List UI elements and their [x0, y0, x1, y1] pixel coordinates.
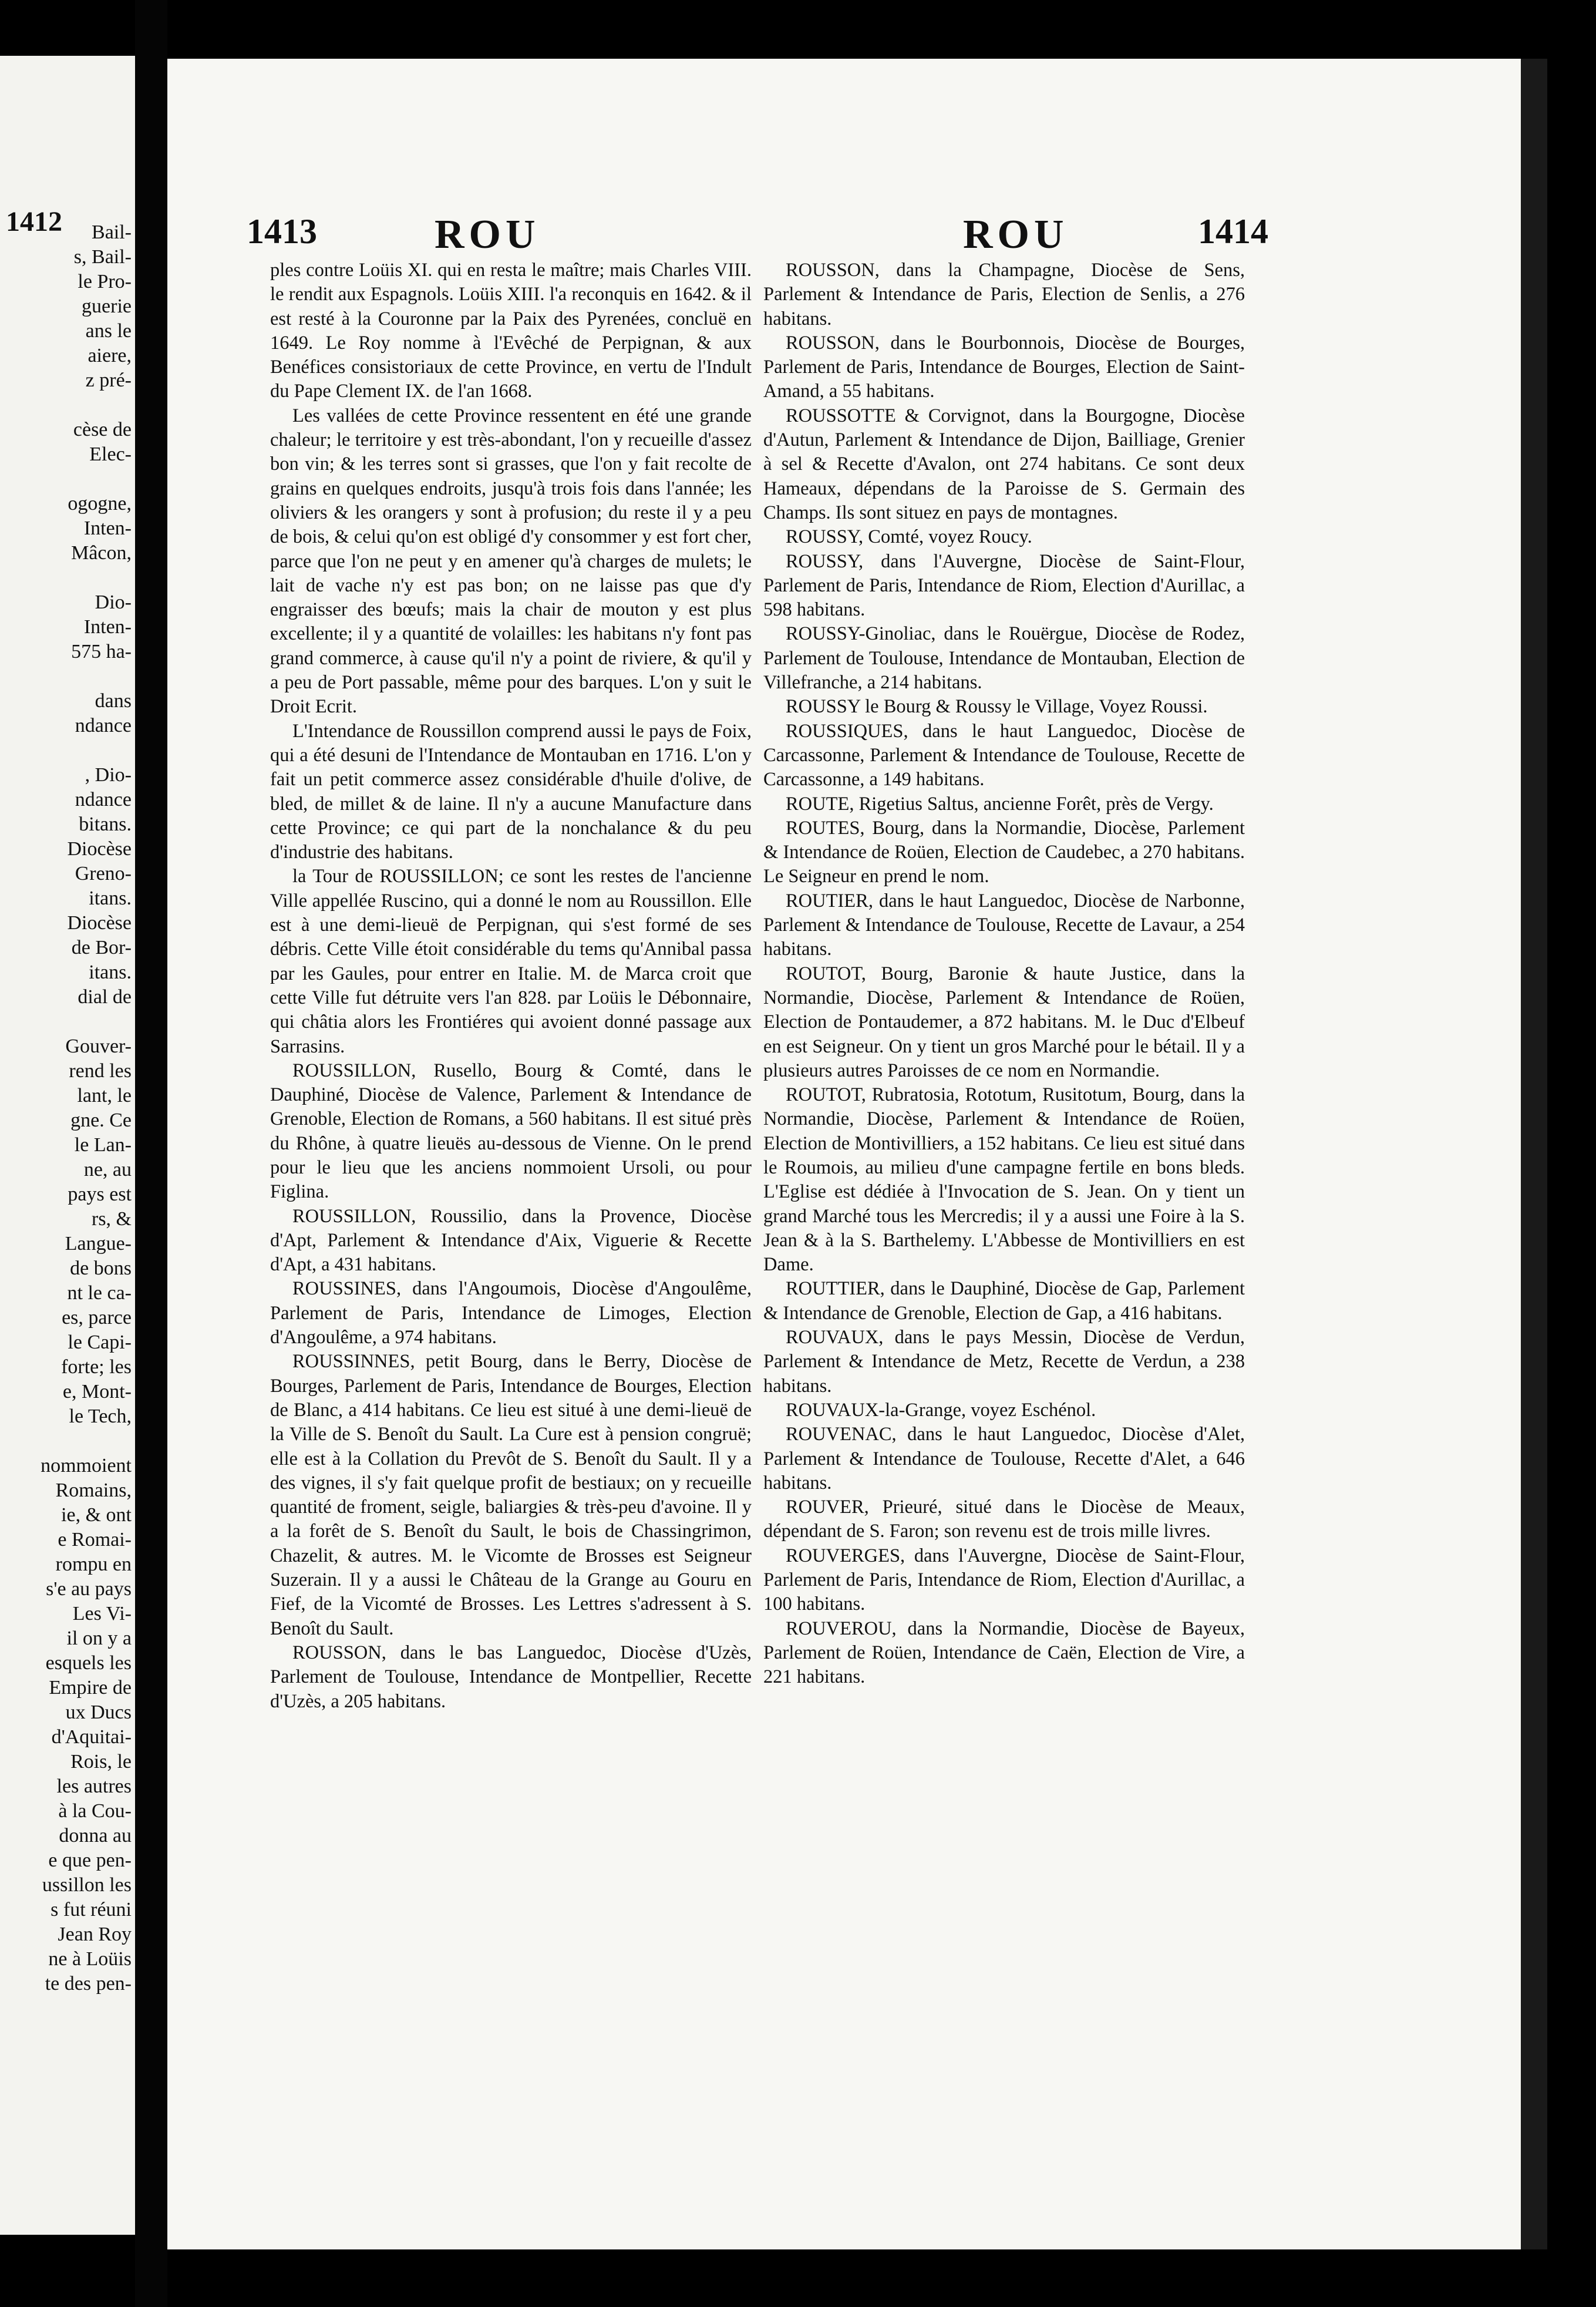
left-page-lines	[4, 220, 135, 1996]
left-fragment-line: donna au	[59, 1825, 132, 1847]
left-fragment-line: Mâcon,	[71, 542, 132, 564]
dictionary-entry: ROUSSOTTE & Corvignot, dans la Bourgogne, Diocèse d'Autun, Parlement & Intendance de Dijon, Bailliage, Grenier à sel & Recette d'Avalon, ont 274 habitans. Ce sont deux Hameaux, dépendans de la Paroisse de S. Germain des Champs. Ils sont situez en pays de montagnes.	[763, 405, 1245, 523]
left-fragment-line: gne. Ce	[70, 1109, 132, 1131]
left-fragment-line: , Dio-	[85, 764, 132, 786]
left-fragment-line: il on y a	[66, 1627, 132, 1649]
left-fragment-line: pays est	[68, 1183, 132, 1205]
right-running-head: ROU	[963, 212, 1069, 257]
left-fragment-line: à la Cou-	[58, 1800, 132, 1822]
left-fragment-line: te des pen-	[45, 1973, 132, 1995]
left-fragment-line: le Lan-	[74, 1134, 132, 1156]
left-fragment-line: le Pro-	[78, 271, 132, 292]
dictionary-entry: ROUTOT, Rubratosia, Rototum, Rusitotum, Bourg, dans la Normandie, Diocèse, Parlement & Intendance de Roüen, Election de Montivilliers, a 152 habitans. Ce lieu est situé dans le Roumois, au milieu d'une campagne fertile en bons bleds. L'Eglise est dédiée à l'Invocation de S. Jean. On y tient un grand Marché tous les Mercredis; il y a aussi une Foire à la S. Jean & à la S. Barthelemy. L'Abbesse de Montivilliers en est Dame.	[763, 1084, 1245, 1276]
left-page-number: 1412	[6, 206, 62, 237]
left-fragment-line: Dio-	[95, 591, 132, 613]
left-fragment-line: de bons	[70, 1257, 132, 1279]
left-fragment-line: d'Aquitai-	[51, 1726, 132, 1748]
left-fragment-line: ne à Loüis	[48, 1948, 132, 1970]
dictionary-entry: ROUTTIER, dans le Dauphiné, Diocèse de Gap, Parlement & Intendance de Grenoble, Election de Gap, a 416 habitans.	[763, 1278, 1245, 1324]
left-fragment-line: Empire de	[49, 1677, 132, 1699]
dictionary-entry: ROUVAUX-la-Grange, voyez Eschénol.	[786, 1399, 1096, 1421]
left-fragment-line: lant, le	[77, 1085, 132, 1107]
left-fragment-line: Greno-	[75, 863, 132, 885]
left-fragment-line	[4, 566, 135, 590]
text-paragraph: la Tour de ROUSSILLON; ce sont les restes de l'ancienne Ville appellée Ruscino, qui a donné le nom au Roussillon. Elle est à une demi-lieuë de Perpignan, qui s'est formé de ses débris. Cette Ville étoit considérable du tems qu'Annibal passa par les Gaules, pour entrer en Italie. M. de Marca croit que cette Ville fut détruite vers l'an 828. par Loüis le Débonnaire, qui châtia alors les Frontiéres qui avoient donné passage aux Sarrasins.	[270, 866, 752, 1057]
left-fragment-line: de Bor-	[71, 937, 132, 959]
left-fragment-line: le Tech,	[69, 1405, 132, 1427]
dictionary-entry: ROUVEROU, dans la Normandie, Diocèse de Bayeux, Parlement de Roüen, Intendance de Caën, Election de Vire, a 221 habitans.	[763, 1617, 1245, 1688]
dictionary-entry: ROUSSY-Ginoliac, dans le Rouërgue, Diocèse de Rodez, Parlement de Toulouse, Intendance de Montauban, Election de Villefranche, a 214 habitans.	[763, 623, 1245, 694]
left-fragment-line: Diocèse	[67, 912, 132, 934]
left-text-column	[270, 258, 752, 1714]
left-fragment-line: ussillon les	[42, 1874, 132, 1896]
left-fragment-line: dans	[95, 690, 132, 712]
left-fragment-line: Langue-	[65, 1233, 132, 1255]
left-fragment-line: Inten-	[83, 517, 132, 539]
left-fragment-line	[4, 1010, 135, 1034]
dictionary-entry: ROUTOT, Bourg, Baronie & haute Justice, dans la Normandie, Diocèse, Parlement & Intendance de Roüen, Election de Pontaudemer, a 872 habitans. M. le Duc d'Elbeuf en est Seigneur. On y tient un gros Marché pour le bétail. Il y a plusieurs autres Paroisses de ce nom en Normandie.	[763, 963, 1245, 1081]
left-fragment-line: ne, au	[83, 1159, 132, 1181]
left-fragment-line: s'e au pays	[46, 1578, 132, 1600]
left-fragment-line: e que pen-	[48, 1849, 132, 1871]
left-fragment-line: Jean Roy	[58, 1923, 132, 1945]
dictionary-entry: ROUSSY, dans l'Auvergne, Diocèse de Saint-Flour, Parlement de Paris, Intendance de Riom, Election d'Aurillac, a 598 habitans.	[763, 550, 1245, 621]
left-fragment-line: rompu en	[55, 1553, 132, 1575]
left-fragment-line: nt le ca-	[67, 1282, 132, 1304]
dictionary-entry: ROUSSON, dans le bas Languedoc, Diocèse d'Uzès, Parlement de Toulouse, Intendance de Montpellier, Recette d'Uzès, a 205 habitans.	[270, 1642, 752, 1712]
text-paragraph: Les vallées de cette Province ressentent en été une grande chaleur; le territoire y est très-abondant, l'on y recueille d'assez bon vin; & les terres sont si grasses, que l'on y fait recolte de grains en quelques endroits, jusqu'à trois fois dans l'année; les oliviers & les orangers y sont à profusion; du reste il y a peu de bois, & celui qu'on est obligé d'y consommer y est fort cher, parce que l'on ne peut y en amener qu'à charges de mulets; le lait de vache n'y est pas bon; on ne laisse pas que d'y engraisser des bœufs; mais la chair de mouton y est plus excellente; il y a quantité de volailles: les habitans n'y font pas grand commerce, à cause qu'il n'y a point de riviere, & qu'il y a peu de Port passable, même pour des barques. L'on y suit le Droit Ecrit.	[270, 405, 752, 718]
dictionary-entry: ROUSSINES, dans l'Angoumois, Diocèse d'Angoulême, Parlement de Paris, Intendance de Limoges, Election d'Angoulême, a 974 habitans.	[270, 1278, 752, 1348]
dictionary-entry: ROUVER, Prieuré, situé dans le Diocèse de Meaux, dépendant de S. Faron; son revenu est de trois mille livres.	[763, 1496, 1245, 1542]
left-fragment-line: Bail-	[92, 221, 132, 243]
left-fragment-line: ndance	[75, 789, 132, 811]
left-fragment-line: itans.	[89, 887, 132, 909]
dictionary-entry: ROUVAUX, dans le pays Messin, Diocèse de Verdun, Parlement & Intendance de Metz, Recette de Verdun, a 238 habitans.	[763, 1327, 1245, 1397]
dictionary-entry: ROUSSILLON, Roussilio, dans la Provence, Diocèse d'Apt, Parlement & Intendance d'Aix, Viguerie & Recette d'Apt, a 431 habitans.	[270, 1205, 752, 1276]
left-fragment-line: e Romai-	[58, 1529, 132, 1551]
text-paragraph: ples contre Loüis XI. qui en resta le maître; mais Charles VIII. le rendit aux Espagnols. Loüis XIII. l'a reconquis en 1642. & il est resté à la Couronne par la Paix des Pyrenées, concluë en 1649. Le Roy nomme à l'Evêché de Perpignan, & aux Benéfices consistoriaux de cette Province, en vertu de l'Indult du Pape Clement IX. de l'an 1668.	[270, 260, 752, 402]
dictionary-entry: ROUTIER, dans le haut Languedoc, Diocèse de Narbonne, Parlement & Intendance de Toulouse, Recette de Lavaur, a 254 habitans.	[763, 890, 1245, 960]
left-page-number-header: 1413	[247, 212, 317, 251]
left-fragment-line: es, parce	[62, 1307, 132, 1329]
left-fragment-line	[4, 738, 135, 763]
left-fragment-line: 575 ha-	[71, 641, 132, 662]
left-fragment-line: Rois, le	[70, 1751, 132, 1773]
dictionary-entry: ROUTE, Rigetius Saltus, ancienne Forêt, près de Vergy.	[786, 793, 1214, 815]
left-fragment-line: forte; les	[61, 1356, 132, 1378]
left-fragment-line	[4, 664, 135, 689]
dictionary-entry: ROUSSON, dans la Champagne, Diocèse de Sens, Parlement & Intendance de Paris, Election de Senlis, a 276 habitans.	[763, 260, 1245, 329]
left-fragment-line: ux Ducs	[65, 1701, 132, 1723]
dictionary-entry: ROUSSILLON, Rusello, Bourg & Comté, dans le Dauphiné, Diocèse de Valence, Parlement & Intendance de Grenoble, Election de Romans, a 560 habitans. Il est situé près du Rhône, à quatre lieuës au-dessous de Vienne. On le prend pour le lieu que les anciens nommoient Ursoli, ou pour Figlina.	[270, 1060, 752, 1203]
left-fragment-line: ans le	[85, 320, 132, 342]
dictionary-entry: ROUVENAC, dans le haut Languedoc, Diocèse d'Alet, Parlement & Intendance de Toulouse, Recette d'Alet, a 646 habitans.	[763, 1424, 1245, 1494]
left-fragment-line: ogogne,	[68, 493, 132, 514]
dictionary-entry: ROUSSON, dans le Bourbonnois, Diocèse de Bourges, Parlement de Paris, Intendance de Bourges, Election de Saint-Amand, a 55 habitans.	[763, 332, 1245, 402]
dictionary-entry: ROUVERGES, dans l'Auvergne, Diocèse de Saint-Flour, Parlement de Paris, Intendance de Riom, Election d'Aurillac, a 100 habitans.	[763, 1545, 1245, 1615]
left-fragment-line: aiere,	[87, 345, 132, 366]
left-fragment-line: nommoient	[41, 1455, 132, 1477]
left-fragment-line: dial de	[78, 986, 132, 1008]
dictionary-entry: ROUSSIQUES, dans le haut Languedoc, Diocèse de Carcassonne, Parlement & Intendance de Toulouse, Recette de Carcassonne, a 149 habitans.	[763, 720, 1245, 791]
left-fragment-line: s, Bail-	[73, 246, 132, 268]
left-fragment-line: rs, &	[92, 1208, 132, 1230]
left-running-head: ROU	[435, 212, 540, 257]
left-fragment-line	[4, 467, 135, 492]
left-fragment-line: e, Mont-	[62, 1381, 132, 1403]
left-fragment-line: z pré-	[85, 369, 132, 391]
left-fragment-line	[4, 393, 135, 418]
left-fragment-line: Gouver-	[65, 1035, 132, 1057]
left-fragment-line: cèse de	[73, 419, 132, 440]
right-page-number-header: 1414	[1198, 212, 1268, 251]
left-fragment-line: ndance	[75, 715, 132, 737]
page-edge	[1521, 59, 1547, 2249]
dictionary-entry: ROUSSINNES, petit Bourg, dans le Berry, Diocèse de Bourges, Parlement de Paris, Intendance de Bourges, Election de Blanc, a 414 habitans. Ce lieu est situé à une demi-lieuë de la Ville de S. Benoît du Sault. La Cure est à pension congruë; elle est à la Collation du Prevôt de S. Benoît du Sault. Il y a des vignes, il s'y fait quelque profit de bestiaux; on y recueille quantité de froment, seigle, baliargies & très-peu d'avoine. Il y a la forêt de S. Benoît du Sault, le bois de Chassingrimon, Chazelit, & autres. M. le Vicomte de Brosses est Seigneur Suzerain. Il y a aussi le Château de la Grange au Gouru en Fief, de la Vicomté de Brosses. Les Lettres s'adressent à S. Benoît du Sault.	[270, 1351, 752, 1639]
left-fragment-line: Les Vi-	[72, 1603, 132, 1625]
left-fragment-line: le Capi-	[68, 1331, 132, 1353]
dictionary-entry: ROUSSY, Comté, voyez Roucy.	[786, 526, 1032, 548]
left-fragment-line: s fut réuni	[50, 1899, 132, 1921]
left-fragment-line: itans.	[89, 961, 132, 983]
left-fragment-line: esquels les	[45, 1652, 132, 1674]
left-fragment-line: Elec-	[89, 443, 132, 465]
left-fragment-line	[4, 1429, 135, 1454]
left-fragment-line: Diocèse	[67, 838, 132, 860]
left-page-fragment	[0, 56, 135, 2235]
book-gutter	[135, 0, 167, 2307]
dictionary-entry: ROUSSY le Bourg & Roussy le Village, Voyez Roussi.	[786, 696, 1208, 718]
left-fragment-line: rend les	[69, 1060, 132, 1082]
dictionary-entry: ROUTES, Bourg, dans la Normandie, Diocèse, Parlement & Intendance de Roüen, Election de Caudebec, a 270 habitans. Le Seigneur en prend le nom.	[763, 817, 1245, 887]
left-fragment-line: bitans.	[79, 813, 132, 835]
left-fragment-line: guerie	[82, 295, 132, 317]
left-fragment-line: les autres	[56, 1775, 132, 1797]
text-paragraph: L'Intendance de Roussillon comprend aussi le pays de Foix, qui a été desuni de l'Intendance de Montauban en 1716. L'on y fait un petit commerce assez considérable d'huile d'olive, de bled, de millet & de laine. Il n'y a aucune Manufacture dans cette Province; ce qui part de la nonchalance & du peu d'industrie des habitans.	[270, 720, 752, 863]
right-text-column	[763, 258, 1245, 1690]
left-fragment-line: Inten-	[83, 616, 132, 638]
left-fragment-line: Romains,	[55, 1479, 132, 1501]
left-fragment-line: ie, & ont	[61, 1504, 132, 1526]
